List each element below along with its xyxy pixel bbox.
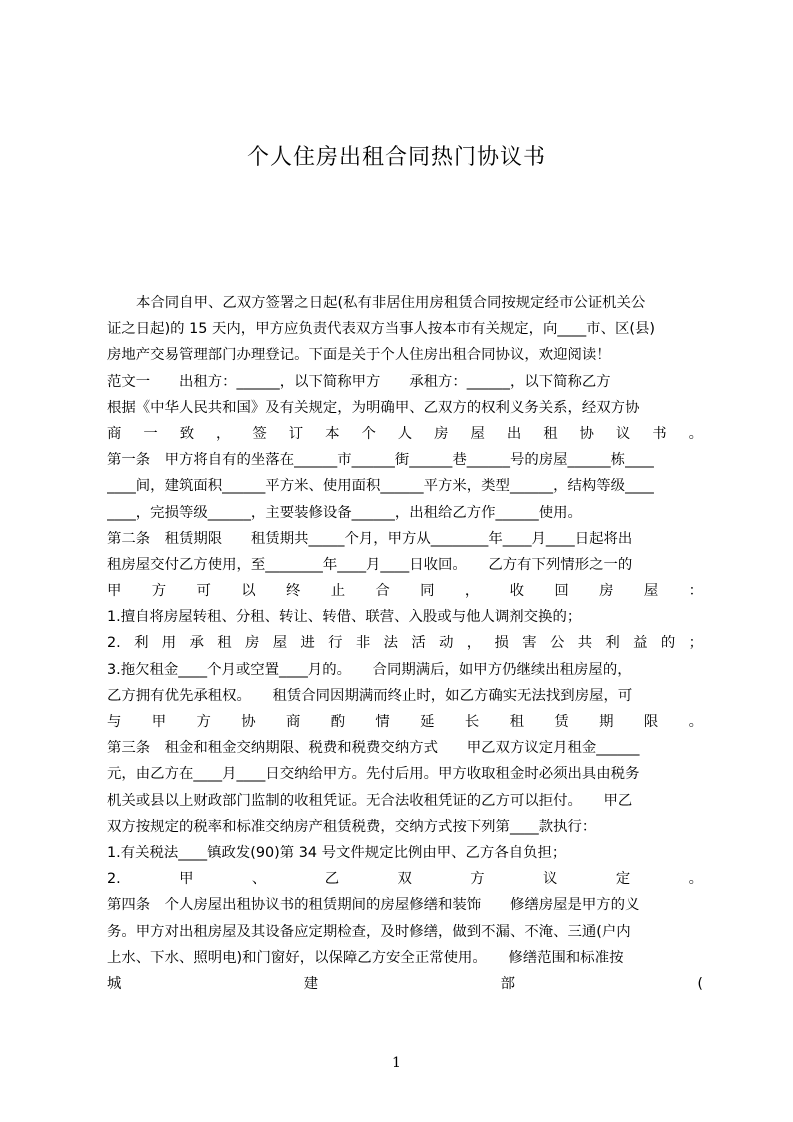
body-line: ____间，建筑面积______平方米、使用面积______平方米，类型______，结构等级____: [107, 478, 654, 495]
body-line: 第三条 租金和租金交纳期限、税费和税费交纳方式 甲乙双方议定月租金______: [107, 740, 640, 757]
body-line: 元，由乙方在____月____日交纳给甲方。先付后用。甲方收取租金时必须出具由税务: [107, 766, 640, 783]
page-number: 1: [392, 1055, 401, 1071]
document-body: [107, 290, 703, 997]
body-line: 第一条 甲方将自有的坐落在______市______街______巷______号的房屋______栋____: [107, 452, 654, 469]
body-line: 本合同自甲、乙双方签署之日起(私有非居住用房租赁合同按规定经市公证机关公: [136, 295, 646, 311]
body-line: 双方按规定的税率和标准交纳房产租赁税费，交纳方式按下列第____款执行：: [107, 818, 597, 835]
body-line: 房地产交易管理部门办理登记。下面是关于个人住房出租合同协议，欢迎阅读！: [107, 347, 611, 364]
body-line: 范文一 出租方：______，以下简称甲方 承租方：______，以下简称乙方: [107, 373, 611, 390]
body-line: 证之日起)的 15 天内，甲方应负责代表双方当事人按本市有关规定，向____市、区(县): [107, 321, 655, 338]
body-line: 城建部(: [107, 975, 703, 992]
body-line: 1.擅自将房屋转租、分租、转让、转借、联营、入股或与他人调剂交换的；: [107, 609, 582, 626]
body-line: 上水、下水、照明电)和门窗好，以保障乙方安全正常使用。 修缮范围和标准按: [107, 949, 624, 966]
body-line: 1.有关税法____镇政发(90)第 34 号文件规定比例由甲、乙方各自负担；: [107, 844, 567, 861]
body-line: 务。甲方对出租房屋及其设备应定期检查，及时修缮，做到不漏、不淹、三通(户内: [107, 923, 631, 940]
body-line: 第二条 租赁期限 租赁期共_____个月，甲方从________年____月____日起将出: [107, 530, 633, 547]
body-line: 乙方拥有优先承租权。 租赁合同因期满而终止时，如乙方确实无法找到房屋，可: [107, 687, 633, 704]
body-line: 商一致，签订本个人房屋出租协议书。: [107, 425, 703, 442]
body-line: 与甲方协商酌情延长租赁期限。: [107, 714, 703, 730]
body-line: 第四条 个人房屋出租协议书的租赁期间的房屋修缮和装饰 修缮房屋是甲方的义: [107, 897, 640, 914]
body-line: 租房屋交付乙方使用，至________年____月____日收回。 乙方有下列情形之一的: [107, 556, 633, 573]
body-line: 3.拖欠租金____个月或空置____月的。 合同期满后，如甲方仍继续出租房屋的，: [107, 661, 632, 678]
body-line: 根据《中华人民共和国》及有关规定，为明确甲、乙双方的权利义务关系，经双方协: [107, 399, 640, 416]
body-line: 2.甲、乙双方议定。: [107, 871, 703, 888]
body-line: 机关或县以上财政部门监制的收租凭证。无合法收租凭证的乙方可以拒付。 甲乙: [107, 792, 633, 809]
document-title: 个人住房出租合同热门协议书: [246, 145, 546, 170]
body-line: ____，完损等级______，主要装修设备______，出租给乙方作______使用。: [107, 504, 582, 521]
body-line: 甲方可以终止合同，收回房屋：: [107, 583, 703, 600]
body-line: 2.利用承租房屋进行非法活动，损害公共利益的；: [107, 635, 703, 652]
